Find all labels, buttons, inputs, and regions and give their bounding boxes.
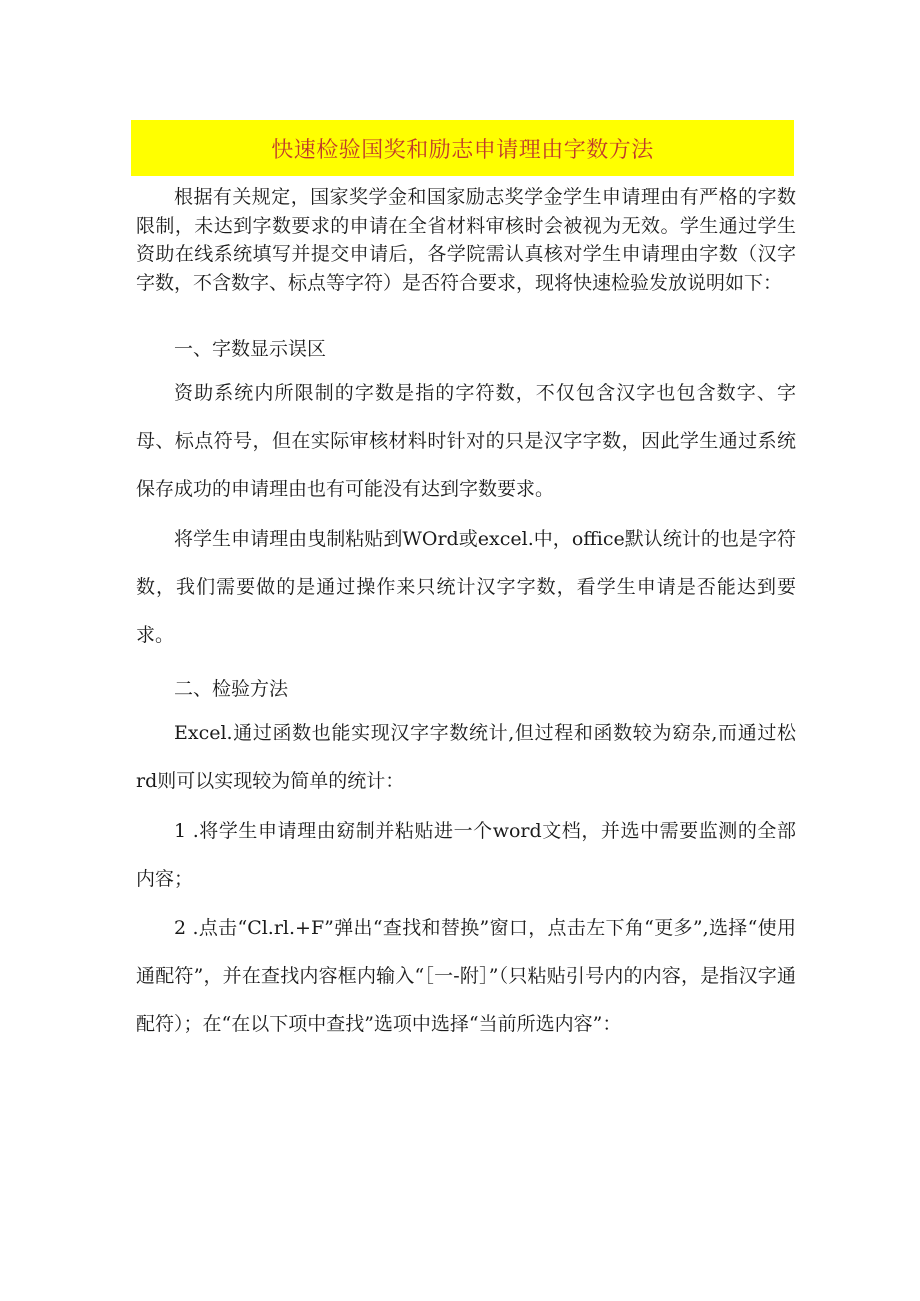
section2-paragraph-1: Excel.通过函数也能实现汉字字数统计,但过程和函数较为窈杂,而通过松rd则可以实现较为简单的统计： [136,722,796,792]
step-1-paragraph: 1 .将学生申请理由窈制并粘贴进一个word文档，并选中需要监测的全部内容； [136,820,796,890]
section1-paragraph-1: 资助系统内所限制的字数是指的字符数，不仅包含汉字也包含数字、字母、标点符号，但在实际审核材料时针对的只是汉字字数，因此学生通过系统保存成功的申请理由也有可能没有达到字数要求。 [136,382,796,500]
title-banner [131,120,794,176]
section-heading-2: 二、检验方法 [174,678,289,700]
section-heading-1: 一、字数显示误区 [174,338,327,360]
step-2-paragraph: 2 .点击“Cl.rl.+F”弹出“查找和替换”窗口，点击左下角“更多”,选择“使用通配符”，并在查找内容框内输入“［一-附］”（只粘贴引号内的内容，是指汉字通配符）；在“在以下项中查找”选项中选择“当前所选内容”： [136,917,796,1035]
document-title: 快速检验国奖和励志申请理由字数方法 [271,137,654,163]
section1-paragraph-2: 将学生申请理由曳制粘贴到WOrd或excel.中，office默认统计的也是字符数，我们需要做的是通过操作来只统计汉字字数，看学生申请是否能达到要求。 [136,528,796,646]
intro-paragraph: 根据有关规定，国家奖学金和国家励志奖学金学生申请理由有严格的字数限制，未达到字数要求的申请在全省材料审核时会被视为无效。学生通过学生资助在线系统填写并提交申请后，各学院需认真核对学生申请理由字数（汉字字数，不含数字、标点等字符）是否符合要求，现将快速检验发放说明如下： [136,186,796,294]
